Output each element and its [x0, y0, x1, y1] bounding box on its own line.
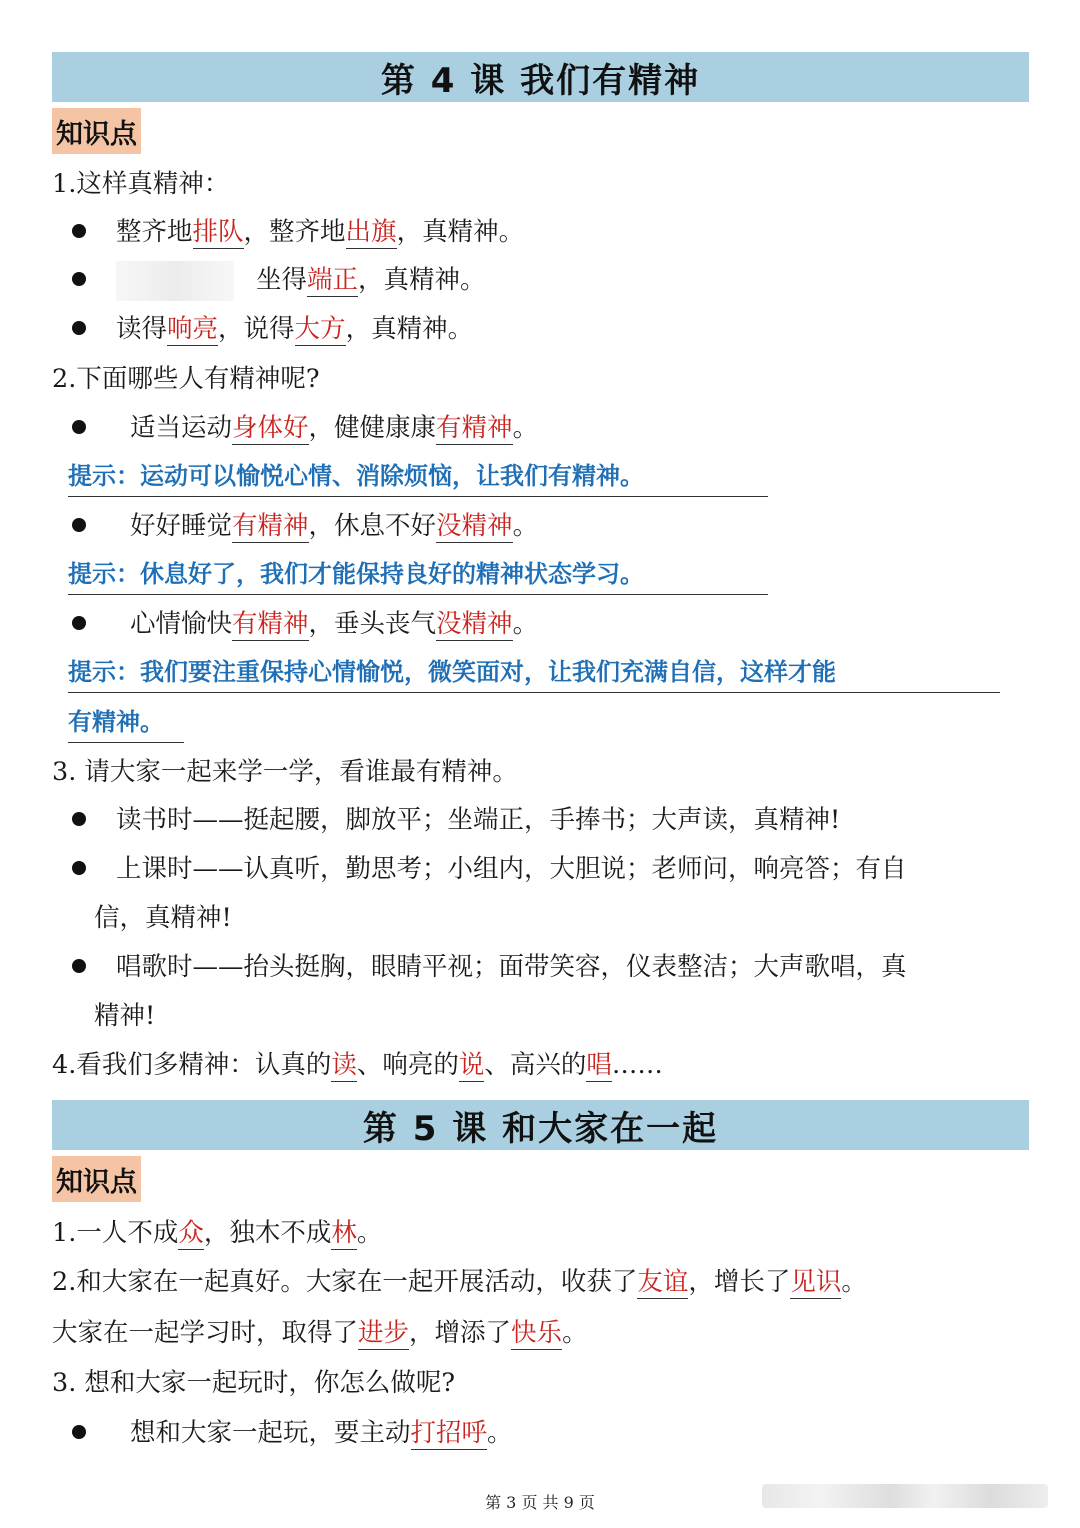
l4-q3-bullet3: 唱歌时——抬头挺胸，眼睛平视；面带笑容，仪表整洁；大声歌唱，真 — [72, 947, 907, 987]
l4-q2-bullet2: 好好睡觉有精神，休息不好没精神。 — [72, 506, 538, 546]
l4-q1-bullet2: 坐得端正，真精神。 — [72, 260, 486, 300]
bullet-dot — [72, 272, 86, 286]
l4-q1: 1.这样真精神： — [52, 169, 230, 199]
bullet-dot — [72, 420, 86, 434]
lesson5-title: 第 5 课 和大家在一起 — [52, 1100, 1029, 1150]
bullet-dot — [72, 518, 86, 532]
page-footer: 第 3 页 共 9 页 — [485, 1493, 595, 1512]
l5-line2: 2.和大家在一起真好。大家在一起开展活动，收获了友谊，增长了见识。 — [52, 1267, 867, 1297]
l4-q2-bullet1: 适当运动身体好，健健康康有精神。 — [72, 408, 538, 448]
bullet-dot — [72, 616, 86, 630]
l4-q1-bullet3: 读得响亮，说得大方，真精神。 — [72, 309, 473, 349]
l4-q2-bullet3: 心情愉快有精神，垂头丧气没精神。 — [72, 604, 538, 644]
l4-hint3-line1: 提示：我们要注重保持心情愉悦，微笑面对，让我们充满自信，这样才能 — [68, 652, 1000, 693]
l4-q4: 4.看我们多精神：认真的读、响亮的说、高兴的唱…… — [52, 1050, 663, 1080]
lesson5-knowledge-tag: 知识点 — [52, 1156, 141, 1202]
bullet-dot — [72, 321, 86, 335]
bullet-dot — [72, 959, 86, 973]
lesson4-knowledge-tag: 知识点 — [52, 108, 141, 154]
l5-bullet1: 想和大家一起玩，要主动打招呼。 — [72, 1413, 513, 1453]
lesson4-title: 第 4 课 我们有精神 — [52, 52, 1029, 102]
l5-line3: 大家在一起学习时，取得了进步，增添了快乐。 — [52, 1318, 588, 1348]
bullet-dot — [72, 224, 86, 238]
l5-line4: 3. 想和大家一起玩时，你怎么做呢? — [52, 1368, 456, 1398]
l4-q3-bullet2: 上课时——认真听，勤思考；小组内，大胆说；老师问，响亮答；有自 — [72, 849, 907, 889]
blurred-region — [116, 261, 234, 301]
bullet-dot — [72, 861, 86, 875]
l4-hint1: 提示：运动可以愉悦心情、消除烦恼，让我们有精神。 — [68, 456, 768, 497]
l4-hint3-line2: 有精神。 — [68, 702, 184, 743]
blurred-watermark — [762, 1484, 1048, 1508]
bullet-dot — [72, 1425, 86, 1439]
l5-line1: 1.一人不成众，独木不成林。 — [52, 1218, 383, 1248]
l4-q1-bullet1: 整齐地排队，整齐地出旗，真精神。 — [72, 212, 524, 252]
l4-q3-bullet2-cont: 信，真精神! — [94, 903, 232, 933]
l4-q2: 2.下面哪些人有精神呢? — [52, 364, 320, 394]
l4-q3: 3. 请大家一起来学一学，看谁最有精神。 — [52, 757, 518, 787]
l4-q3-bullet1: 读书时——挺起腰，脚放平；坐端正，手捧书；大声读，真精神! — [72, 800, 840, 840]
l4-q3-bullet3-cont: 精神! — [94, 1001, 156, 1031]
bullet-dot — [72, 812, 86, 826]
l4-hint2: 提示：休息好了，我们才能保持良好的精神状态学习。 — [68, 554, 768, 595]
